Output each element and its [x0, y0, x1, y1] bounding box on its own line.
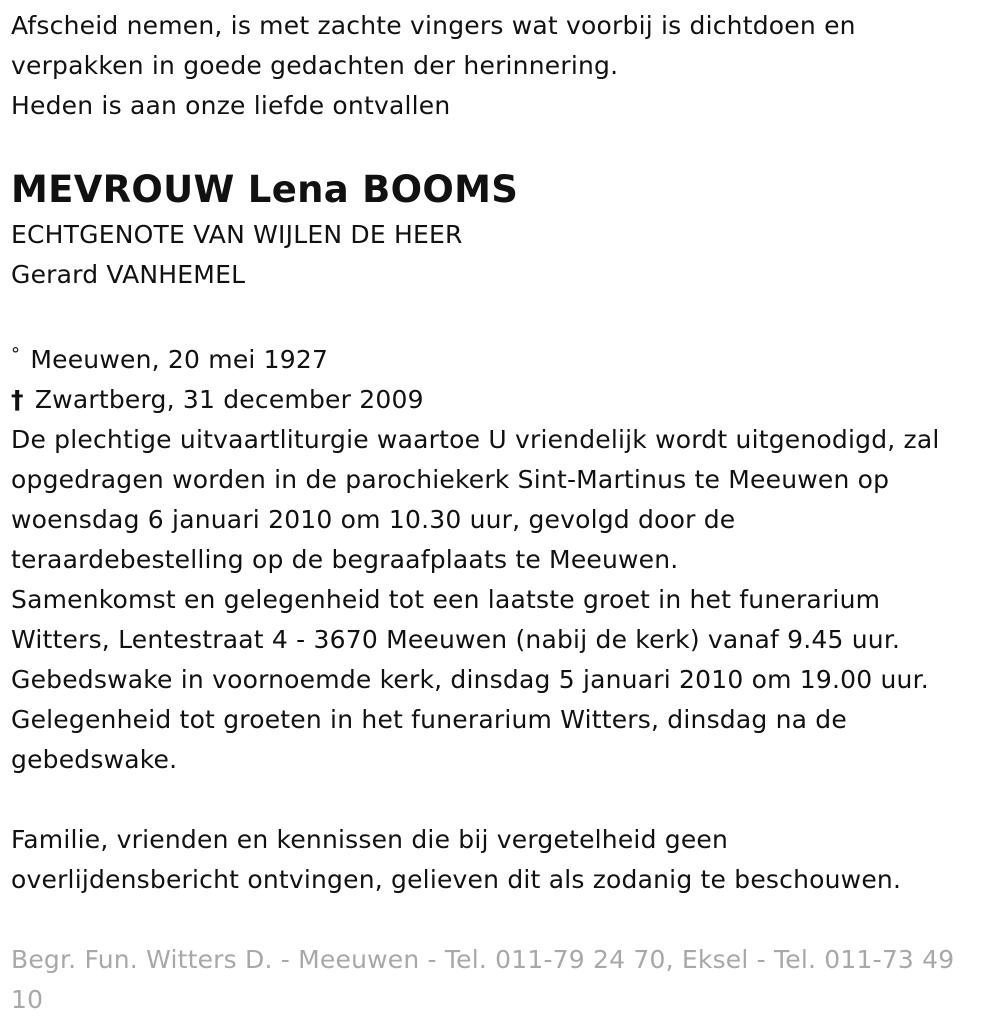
ceremony-line: De plechtige uitvaartliturgie waartoe U vriendelijk wordt uitgenodigd, zal [11, 425, 940, 454]
ceremony-line: opgedragen worden in de parochiekerk Sint-Martinus te Meeuwen op [11, 465, 890, 494]
ceremony-details [11, 420, 1000, 780]
ceremony-line: woensdag 6 januari 2010 om 10.30 uur, gevolgd door de [11, 505, 736, 534]
ceremony-line: Gebedswake in voornoemde kerk, dinsdag 5 januari 2010 om 19.00 uur. [11, 665, 929, 694]
birth-text: Meeuwen, 20 mei 1927 [30, 345, 329, 374]
funeral-home-footer: Begr. Fun. Witters D. - Meeuwen - Tel. 011-79 24 70, Eksel - Tel. 011-73 49 10 [11, 945, 955, 1014]
ceremony-line: Gelegenheid tot groeten in het funerarium Witters, dinsdag na de [11, 705, 847, 734]
death-line [11, 380, 1000, 420]
intro-line-1: Afscheid nemen, is met zachte vingers wat voorbij is dichtdoen en [11, 11, 856, 40]
notice-line-1: Familie, vrienden en kennissen die bij vergetelheid geen [11, 825, 729, 854]
intro-line-2: verpakken in goede gedachten der herinnering. [11, 51, 619, 80]
spacer [11, 295, 1000, 335]
family-notice [11, 820, 1000, 900]
ceremony-line: Samenkomst en gelegenheid tot een laatste groet in het funerarium [11, 585, 881, 614]
deceased-name: MEVROUW Lena BOOMS [11, 168, 519, 211]
ceremony-line: gebedswake. [11, 745, 178, 774]
birth-line [11, 335, 1000, 380]
spacer [11, 780, 1000, 820]
death-text: Zwartberg, 31 december 2009 [34, 385, 424, 414]
cross-icon: † [11, 385, 24, 414]
obituary-notice [0, 6, 1000, 1020]
relation-line-1: ECHTGENOTE VAN WIJLEN DE HEER [11, 220, 463, 249]
ceremony-line: teraardebestelling op de begraafplaats te Meeuwen. [11, 545, 679, 574]
relation-line-2: Gerard VANHEMEL [11, 260, 246, 289]
intro-line-3: Heden is aan onze liefde ontvallen [11, 91, 451, 120]
birth-symbol: ° [11, 344, 21, 365]
intro-poem [11, 6, 1000, 126]
ceremony-line: Witters, Lentestraat 4 - 3670 Meeuwen (nabij de kerk) vanaf 9.45 uur. [11, 625, 901, 654]
notice-line-2: overlijdensbericht ontvingen, gelieven dit als zodanig te beschouwen. [11, 865, 902, 894]
